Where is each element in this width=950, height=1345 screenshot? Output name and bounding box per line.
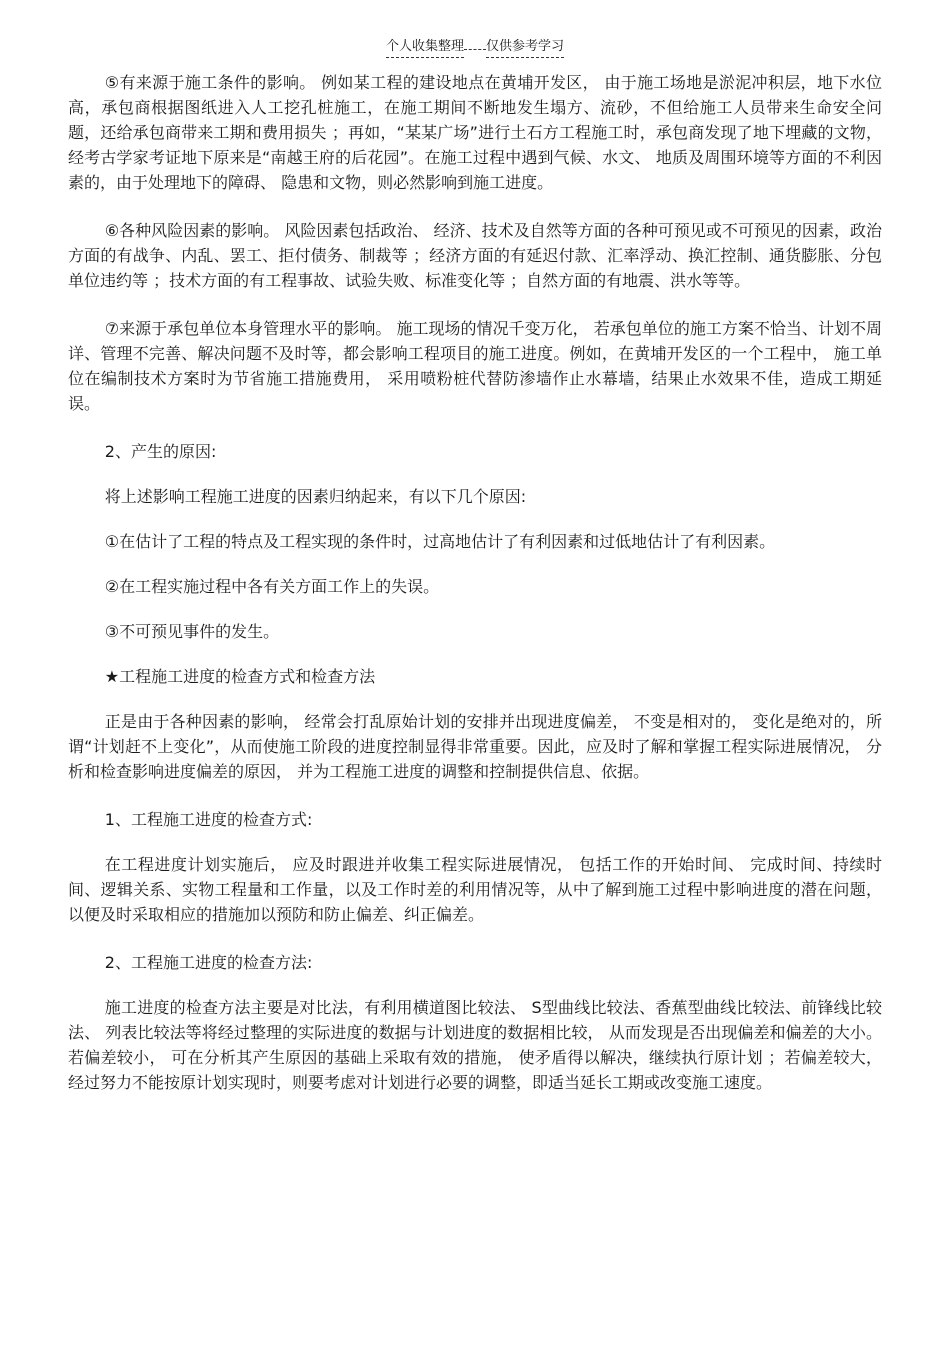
heading-inspection-mode: 1、工程施工进度的检查方式: — [104, 810, 313, 829]
paragraph-contractor-management: ⑦来源于承包单位本身管理水平的影响。 施工现场的情况千变万化， 若承包单位的施工方案不恰当、计划不周详、管理不完善、解决问题不及时等，都会影响工程项目的施工进度。例如，在黄埔开发区的一个工程中， 施工单位在编制技术方案时为节省施工措施费用， 采用喷粉桩代替防渗墙作止水幕墙，结果止水效果不佳，造成工期延误。 — [68, 319, 882, 413]
paragraph-inspection-method: 施工进度的检查方法主要是对比法，有利用横道图比较法、 S型曲线比较法、香蕉型曲线比较法、前锋线比较法、 列表比较法等将经过整理的实际进度的数据与计划进度的数据相比较， 从而发现是否出现偏差和偏差的大小。 若偏差较小， 可在分析其产生原因的基础上采取有效的措施， 使矛盾得以解决，继续执行原计划 ；若偏差较大，经过努力不能按原计划实现时，则要考虑对计划进行必要的调整，即适当延长工期或改变施工速度。 — [68, 998, 882, 1092]
paragraph-risk-factors: ⑥各种风险因素的影响。 风险因素包括政治、 经济、技术及自然等方面的各种可预见或不可预见的因素，政治方面的有战争、内乱、罢工、拒付债务、制裁等 ；经济方面的有延迟付款、汇率浮动、换汇控制、通货膨胀、分包单位违约等 ；技术方面的有工程事故、试验失败、标准变化等 ；自然方面的有地震、洪水等等。 — [68, 221, 882, 290]
page-header — [0, 38, 950, 58]
document-body — [68, 70, 882, 1118]
header-divider — [464, 48, 486, 50]
heading-causes: 2、产生的原因: — [104, 442, 217, 461]
heading-inspection-method: 2、工程施工进度的检查方法: — [104, 953, 313, 972]
paragraph-construction-conditions: ⑤有来源于施工条件的影响。 例如某工程的建设地点在黄埔开发区， 由于施工场地是淤泥冲积层，地下水位高，承包商根据图纸进入人工挖孔桩施工，在施工期间不断地发生塌方、流砂，不但给施工人员带来生命安全问题，还给承包商带来工期和费用损失 ；再如，“某某广场”进行土石方工程施工时，承包商发现了地下埋藏的文物，经考古学家考证地下原来是“南越王府的后花园”。在施工过程中遇到气候、水文、 地质及周围环境等方面的不利因素的，由于处理地下的障碍、 隐患和文物，则必然影响到施工进度。 — [68, 73, 882, 192]
header-right-text: 仅供参考学习 — [486, 38, 564, 58]
section-heading-inspection: ★工程施工进度的检查方式和检查方法 — [104, 667, 376, 686]
paragraph-inspection-mode: 在工程进度计划实施后， 应及时跟进并收集工程实际进展情况， 包括工作的开始时间、 完成时间、持续时间、逻辑关系、实物工程量和工作量，以及工作时差的利用情况等，从中了解到施工过程中影响进度的潜在问题，以便及时采取相应的措施加以预防和防止偏差、纠正偏差。 — [68, 855, 882, 924]
list-item-cause-1: ①在估计了工程的特点及工程实现的条件时，过高地估计了有利因素和过低地估计了有利因素。 — [104, 532, 776, 551]
paragraph-inspection-intro: 正是由于各种因素的影响， 经常会打乱原始计划的安排并出现进度偏差， 不变是相对的， 变化是绝对的，所谓“计划赶不上变化”，从而使施工阶段的进度控制显得非常重要。因此，应及时了解和掌握工程实际进展情况， 分析和检查影响进度偏差的原因， 并为工程施工进度的调整和控制提供信息、依据。 — [68, 712, 882, 781]
list-item-cause-3: ③不可预见事件的发生。 — [104, 622, 280, 641]
list-item-cause-2: ②在工程实施过程中各有关方面工作上的失误。 — [104, 577, 440, 596]
header-left-text: 个人收集整理 — [386, 38, 464, 58]
paragraph-causes-intro: 将上述影响工程施工进度的因素归纳起来，有以下几个原因: — [104, 487, 527, 506]
